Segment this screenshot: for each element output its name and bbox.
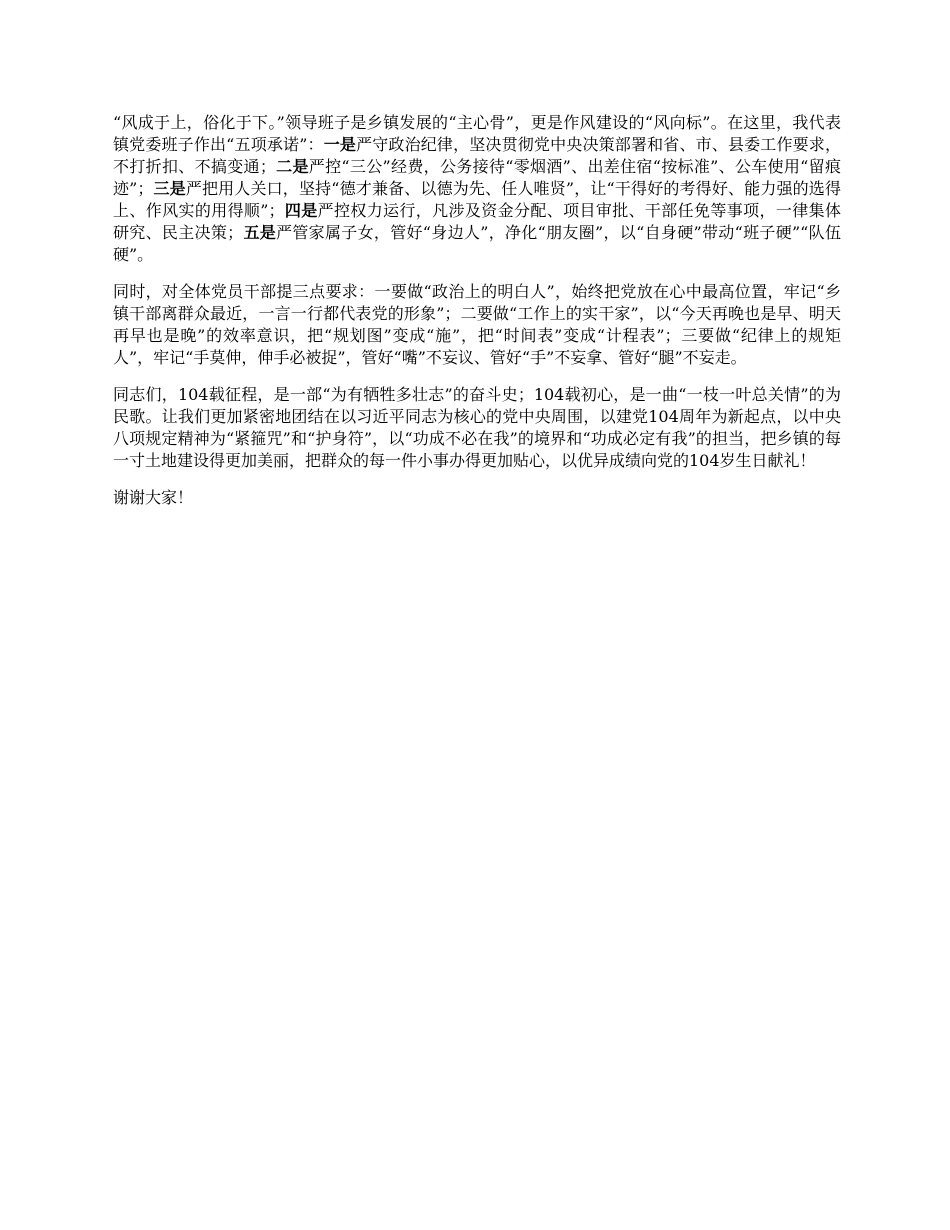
bold-marker: 一是 bbox=[323, 135, 357, 154]
text-segment: 同志们，104载征程，是一部“为有牺牲多壮志”的奋斗史；104载初心，是一曲“一枝一叶总关情”的为民歌。让我们更加紧密地团结在以习近平同志为核心的党中央周围，以建党104周年为新起点，以中央八项规定精神为“紧箍咒”和“护身符”，以“功成不必在我”的境界和“功成必定有我”的担当，把乡镇的每一寸土地建设得更加美丽，把群众的每一件小事办得更加贴心，以优异成绩向党的104岁生日献礼！ bbox=[113, 385, 841, 470]
bold-marker: 三是 bbox=[153, 179, 186, 198]
bold-marker: 四是 bbox=[284, 201, 318, 220]
text-segment: 严控“三公”经费，公务接待“零烟酒”、出差住宿“按标准”、公车使用“留痕迹”； bbox=[113, 157, 841, 198]
document-page bbox=[113, 112, 841, 524]
text-segment: 严管家属子女，管好“身边人”，净化“朋友圈”，以“自身硬”带动“班子硬”“队伍硬”。 bbox=[113, 223, 841, 264]
text-segment: 严把用人关口，坚持“德才兼备、以德为先、任人唯贤”，让“干得好的考得好、能力强的选得上、作风实的用得顺”； bbox=[113, 179, 841, 220]
text-segment: 严守政治纪律，坚决贯彻党中央决策部署和省、市、县委工作要求，不打折扣、不搞变通； bbox=[113, 135, 841, 176]
text-segment: “风成于上，俗化于下。”领导班子是乡镇发展的“主心骨”，更是作风建设的“风向标”。在这里，我代表镇党委班子作出“五项承诺”： bbox=[113, 113, 841, 154]
text-segment: 同时，对全体党员干部提三点要求：一要做“政治上的明白人”，始终把党放在心中最高位置，牢记“乡镇干部离群众最近，一言一行都代表党的形象”；二要做“工作上的实干家”，以“今天再晚也是早、明天再早也是晚”的效率意识，把“规划图”变成“施”，把“时间表”变成“计程表”；三要做“纪律上的规矩人”，牢记“手莫伸，伸手必被捉”，管好“嘴”不妄议、管好“手”不妄拿、管好“腿”不妄走。 bbox=[113, 282, 841, 367]
text-segment: 谢谢大家！ bbox=[113, 488, 194, 507]
paragraph-commitments bbox=[113, 112, 841, 266]
paragraph-requirements bbox=[113, 281, 841, 369]
bold-marker: 二是 bbox=[275, 157, 309, 176]
text-segment: 严控权力运行，凡涉及资金分配、项目审批、干部任免等事项，一律集体研究、民主决策； bbox=[113, 201, 841, 242]
bold-marker: 五是 bbox=[243, 223, 277, 242]
paragraph-thanks bbox=[113, 487, 841, 509]
paragraph-closing bbox=[113, 384, 841, 472]
